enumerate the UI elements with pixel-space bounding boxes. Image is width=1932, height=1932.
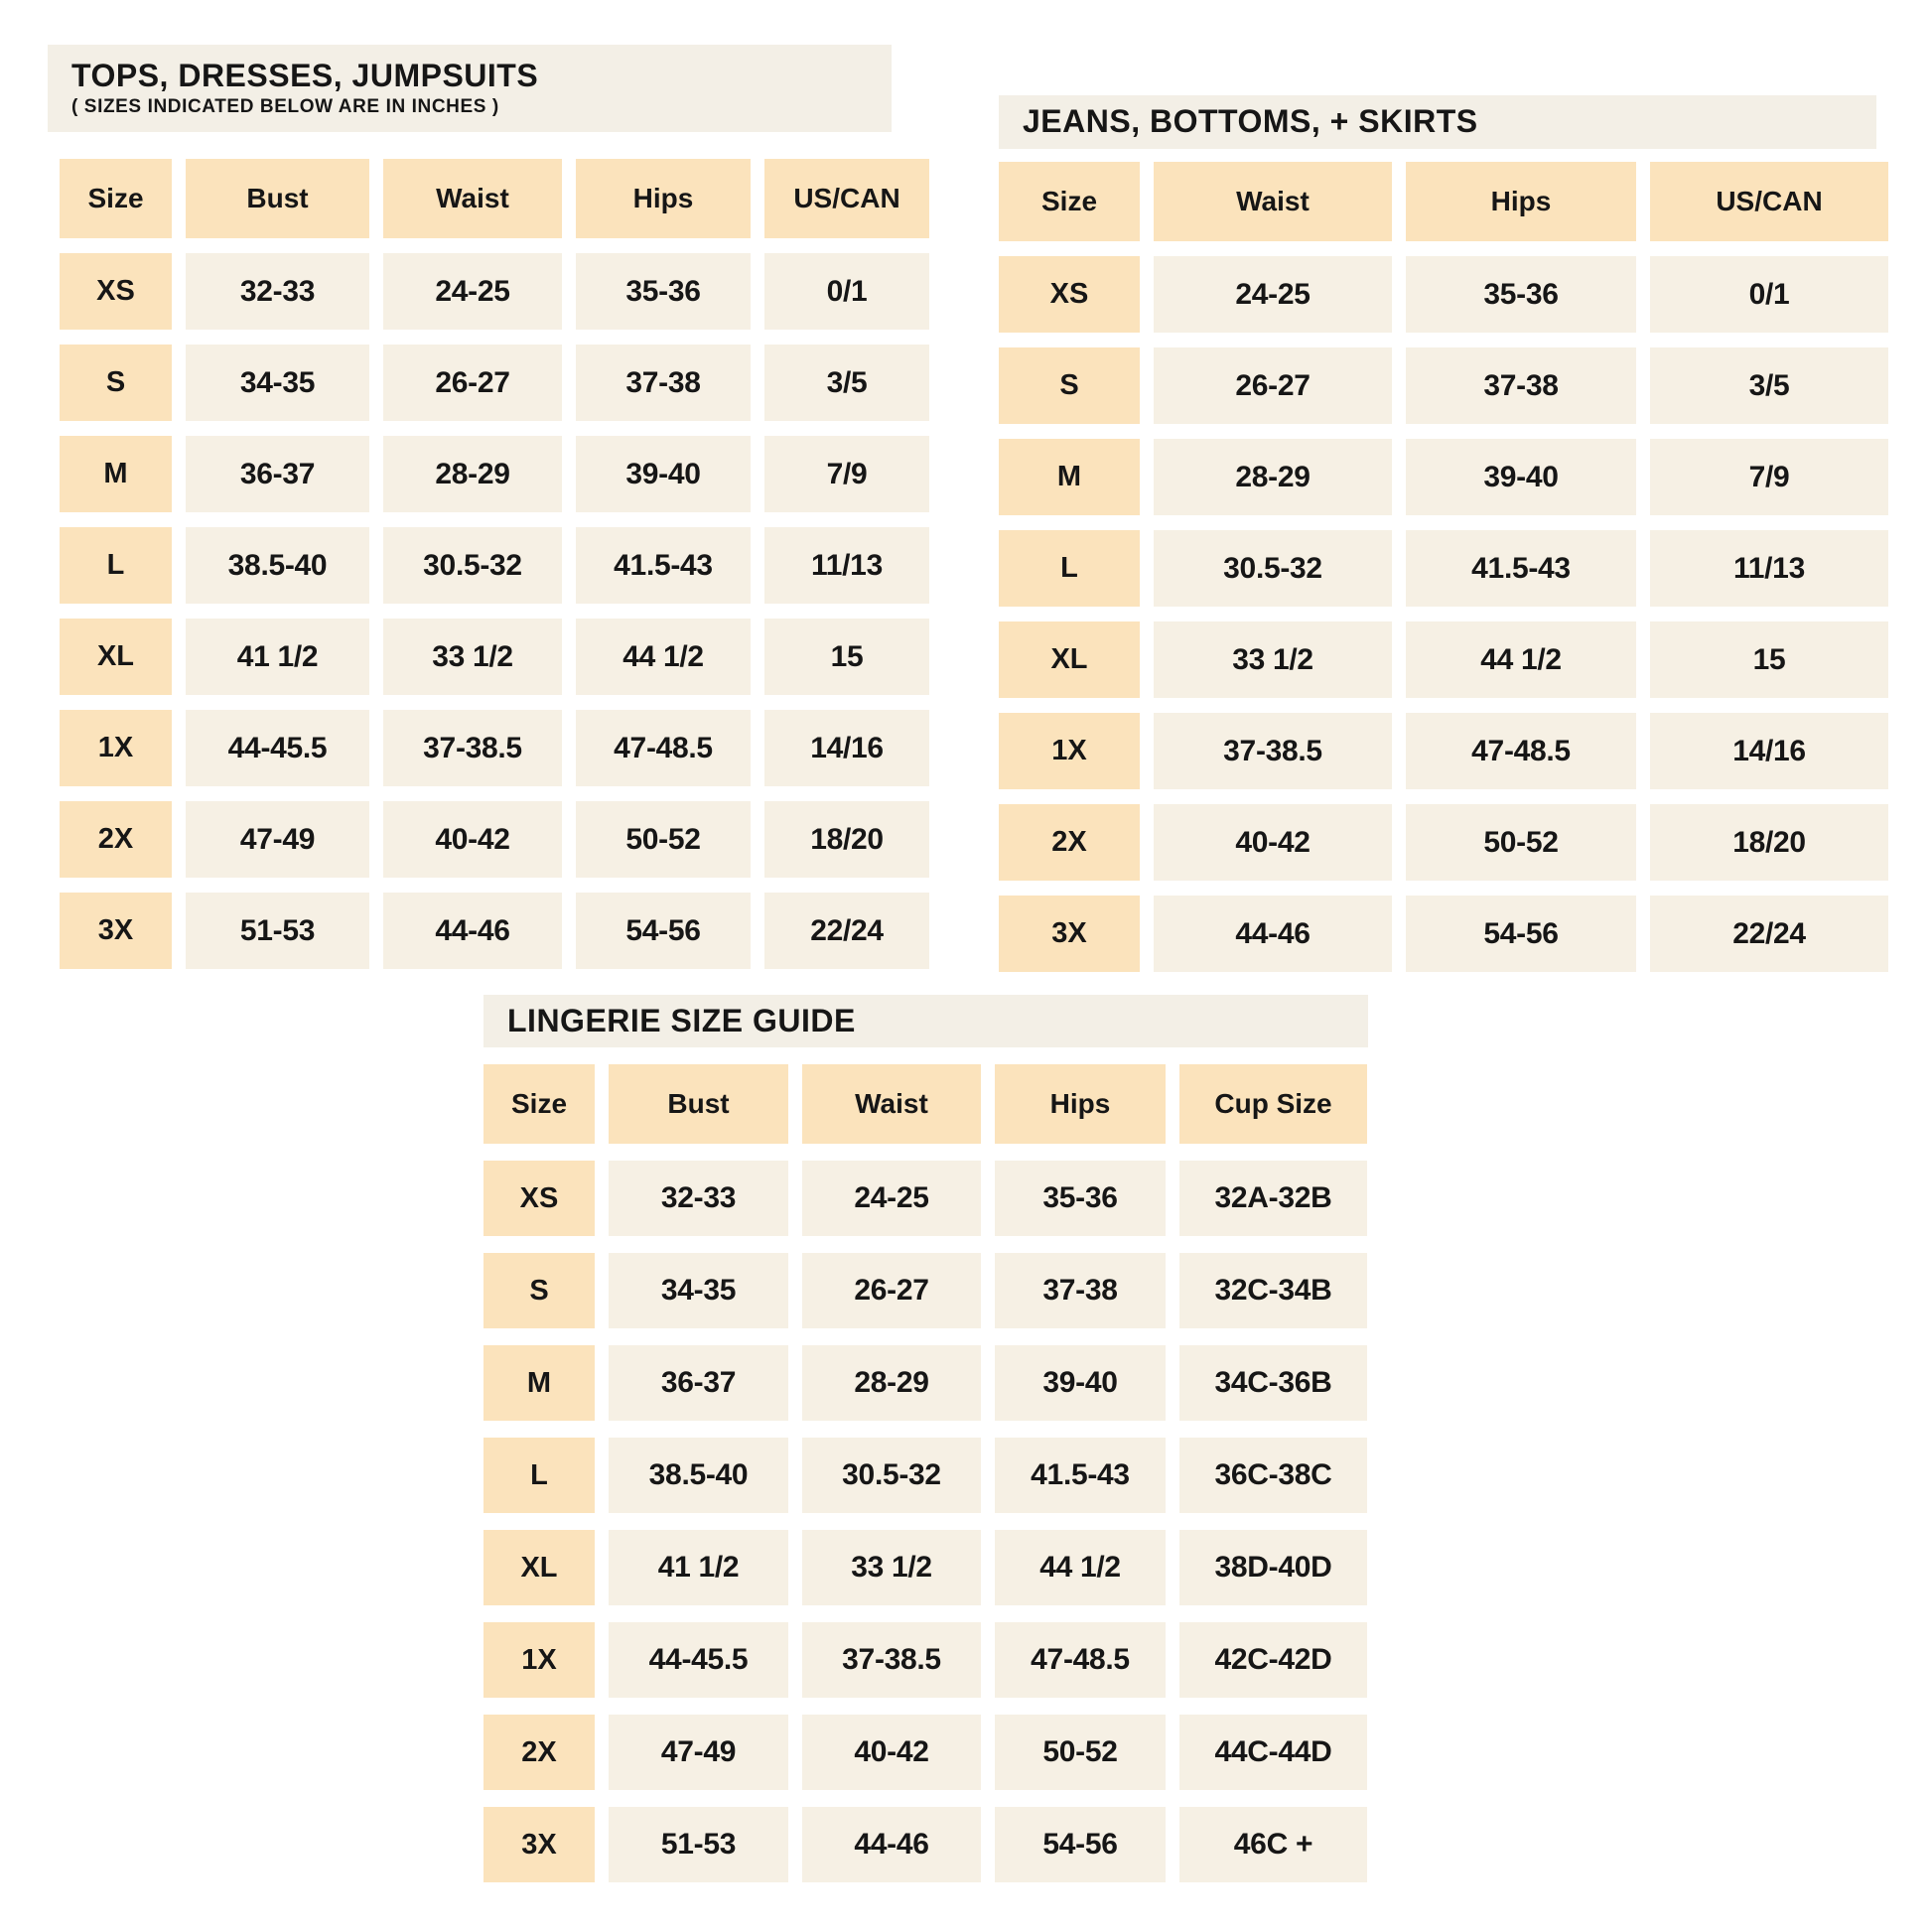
size-cell: 1X	[483, 1622, 595, 1698]
measurement-cell: 50-52	[576, 801, 751, 878]
size-cell: 1X	[60, 710, 172, 786]
measurement-cell: 30.5-32	[1154, 530, 1392, 607]
jeans-table-grid	[999, 162, 1890, 972]
measurement-cell: 38D-40D	[1179, 1530, 1367, 1605]
size-cell: XL	[60, 619, 172, 695]
measurement-cell: 41 1/2	[186, 619, 369, 695]
size-cell: M	[483, 1345, 595, 1421]
size-cell: M	[999, 439, 1140, 515]
size-cell: XS	[483, 1161, 595, 1236]
measurement-cell: 14/16	[1650, 713, 1888, 789]
measurement-cell: 26-27	[802, 1253, 981, 1328]
size-cell: XL	[483, 1530, 595, 1605]
measurement-cell: 44 1/2	[576, 619, 751, 695]
measurement-cell: 44-46	[383, 893, 562, 969]
size-cell: XS	[60, 253, 172, 330]
size-cell: 2X	[60, 801, 172, 878]
size-cell: 3X	[483, 1807, 595, 1882]
tops-title-band	[48, 45, 892, 132]
column-header: Bust	[609, 1064, 788, 1144]
measurement-cell: 54-56	[576, 893, 751, 969]
measurement-cell: 54-56	[995, 1807, 1166, 1882]
measurement-cell: 36-37	[186, 436, 369, 512]
measurement-cell: 42C-42D	[1179, 1622, 1367, 1698]
size-cell: S	[999, 347, 1140, 424]
measurement-cell: 39-40	[1406, 439, 1636, 515]
measurement-cell: 22/24	[1650, 896, 1888, 972]
measurement-cell: 0/1	[1650, 256, 1888, 333]
measurement-cell: 36-37	[609, 1345, 788, 1421]
measurement-cell: 44 1/2	[1406, 621, 1636, 698]
measurement-cell: 28-29	[383, 436, 562, 512]
measurement-cell: 46C +	[1179, 1807, 1367, 1882]
lingerie-table-grid	[483, 1064, 1368, 1882]
column-header: Waist	[1154, 162, 1392, 241]
measurement-cell: 3/5	[764, 345, 929, 421]
size-cell: S	[483, 1253, 595, 1328]
measurement-cell: 44C-44D	[1179, 1715, 1367, 1790]
jeans-table-title: JEANS, BOTTOMS, + SKIRTS	[1023, 103, 1478, 140]
column-header: Hips	[995, 1064, 1166, 1144]
lingerie-title-band	[483, 995, 1368, 1047]
measurement-cell: 44-46	[802, 1807, 981, 1882]
size-cell: S	[60, 345, 172, 421]
measurement-cell: 41.5-43	[576, 527, 751, 604]
measurement-cell: 44-46	[1154, 896, 1392, 972]
measurement-cell: 50-52	[995, 1715, 1166, 1790]
measurement-cell: 47-48.5	[576, 710, 751, 786]
measurement-cell: 36C-38C	[1179, 1438, 1367, 1513]
column-header: Cup Size	[1179, 1064, 1367, 1144]
measurement-cell: 26-27	[383, 345, 562, 421]
measurement-cell: 51-53	[186, 893, 369, 969]
measurement-cell: 39-40	[576, 436, 751, 512]
measurement-cell: 34-35	[186, 345, 369, 421]
size-cell: XS	[999, 256, 1140, 333]
measurement-cell: 28-29	[1154, 439, 1392, 515]
measurement-cell: 35-36	[995, 1161, 1166, 1236]
measurement-cell: 11/13	[1650, 530, 1888, 607]
measurement-cell: 33 1/2	[383, 619, 562, 695]
measurement-cell: 47-49	[186, 801, 369, 878]
size-cell: L	[999, 530, 1140, 607]
lingerie-table-title: LINGERIE SIZE GUIDE	[507, 1002, 856, 1038]
column-header: Hips	[576, 159, 751, 238]
measurement-cell: 41.5-43	[1406, 530, 1636, 607]
measurement-cell: 15	[764, 619, 929, 695]
column-header: Bust	[186, 159, 369, 238]
measurement-cell: 3/5	[1650, 347, 1888, 424]
measurement-cell: 44 1/2	[995, 1530, 1166, 1605]
measurement-cell: 44-45.5	[186, 710, 369, 786]
measurement-cell: 7/9	[764, 436, 929, 512]
measurement-cell: 54-56	[1406, 896, 1636, 972]
measurement-cell: 34C-36B	[1179, 1345, 1367, 1421]
column-header: Hips	[1406, 162, 1636, 241]
tops-table-title: TOPS, DRESSES, JUMPSUITS	[71, 57, 539, 93]
measurement-cell: 47-48.5	[1406, 713, 1636, 789]
tops-table-grid	[60, 159, 946, 969]
measurement-cell: 26-27	[1154, 347, 1392, 424]
column-header: US/CAN	[764, 159, 929, 238]
measurement-cell: 15	[1650, 621, 1888, 698]
size-cell: L	[483, 1438, 595, 1513]
measurement-cell: 35-36	[1406, 256, 1636, 333]
measurement-cell: 47-48.5	[995, 1622, 1166, 1698]
column-header: Size	[483, 1064, 595, 1144]
column-header: Waist	[802, 1064, 981, 1144]
measurement-cell: 7/9	[1650, 439, 1888, 515]
measurement-cell: 41.5-43	[995, 1438, 1166, 1513]
measurement-cell: 37-38	[576, 345, 751, 421]
measurement-cell: 51-53	[609, 1807, 788, 1882]
size-cell: 2X	[999, 804, 1140, 881]
measurement-cell: 38.5-40	[609, 1438, 788, 1513]
size-cell: 3X	[999, 896, 1140, 972]
measurement-cell: 32-33	[609, 1161, 788, 1236]
size-cell: XL	[999, 621, 1140, 698]
measurement-cell: 47-49	[609, 1715, 788, 1790]
measurement-cell: 24-25	[1154, 256, 1392, 333]
measurement-cell: 37-38.5	[383, 710, 562, 786]
measurement-cell: 41 1/2	[609, 1530, 788, 1605]
measurement-cell: 40-42	[383, 801, 562, 878]
column-header: Size	[60, 159, 172, 238]
measurement-cell: 32-33	[186, 253, 369, 330]
size-cell: 2X	[483, 1715, 595, 1790]
lingerie-size-guide-table	[483, 995, 1368, 1882]
measurement-cell: 33 1/2	[1154, 621, 1392, 698]
column-header: Waist	[383, 159, 562, 238]
measurement-cell: 44-45.5	[609, 1622, 788, 1698]
measurement-cell: 30.5-32	[383, 527, 562, 604]
measurement-cell: 14/16	[764, 710, 929, 786]
size-cell: L	[60, 527, 172, 604]
measurement-cell: 30.5-32	[802, 1438, 981, 1513]
size-cell: 3X	[60, 893, 172, 969]
measurement-cell: 38.5-40	[186, 527, 369, 604]
measurement-cell: 40-42	[1154, 804, 1392, 881]
size-cell: 1X	[999, 713, 1140, 789]
jeans-bottoms-skirts-size-table	[999, 95, 1890, 972]
measurement-cell: 28-29	[802, 1345, 981, 1421]
measurement-cell: 18/20	[764, 801, 929, 878]
measurement-cell: 37-38	[995, 1253, 1166, 1328]
measurement-cell: 24-25	[383, 253, 562, 330]
column-header: US/CAN	[1650, 162, 1888, 241]
measurement-cell: 37-38.5	[802, 1622, 981, 1698]
column-header: Size	[999, 162, 1140, 241]
measurement-cell: 39-40	[995, 1345, 1166, 1421]
measurement-cell: 22/24	[764, 893, 929, 969]
tops-table-subtitle: ( SIZES INDICATED BELOW ARE IN INCHES )	[71, 95, 499, 117]
measurement-cell: 11/13	[764, 527, 929, 604]
measurement-cell: 24-25	[802, 1161, 981, 1236]
measurement-cell: 35-36	[576, 253, 751, 330]
measurement-cell: 50-52	[1406, 804, 1636, 881]
measurement-cell: 37-38.5	[1154, 713, 1392, 789]
measurement-cell: 33 1/2	[802, 1530, 981, 1605]
measurement-cell: 40-42	[802, 1715, 981, 1790]
measurement-cell: 0/1	[764, 253, 929, 330]
tops-dresses-jumpsuits-size-table	[48, 45, 946, 969]
measurement-cell: 32C-34B	[1179, 1253, 1367, 1328]
size-cell: M	[60, 436, 172, 512]
measurement-cell: 34-35	[609, 1253, 788, 1328]
measurement-cell: 32A-32B	[1179, 1161, 1367, 1236]
measurement-cell: 18/20	[1650, 804, 1888, 881]
jeans-title-band	[999, 95, 1876, 149]
measurement-cell: 37-38	[1406, 347, 1636, 424]
